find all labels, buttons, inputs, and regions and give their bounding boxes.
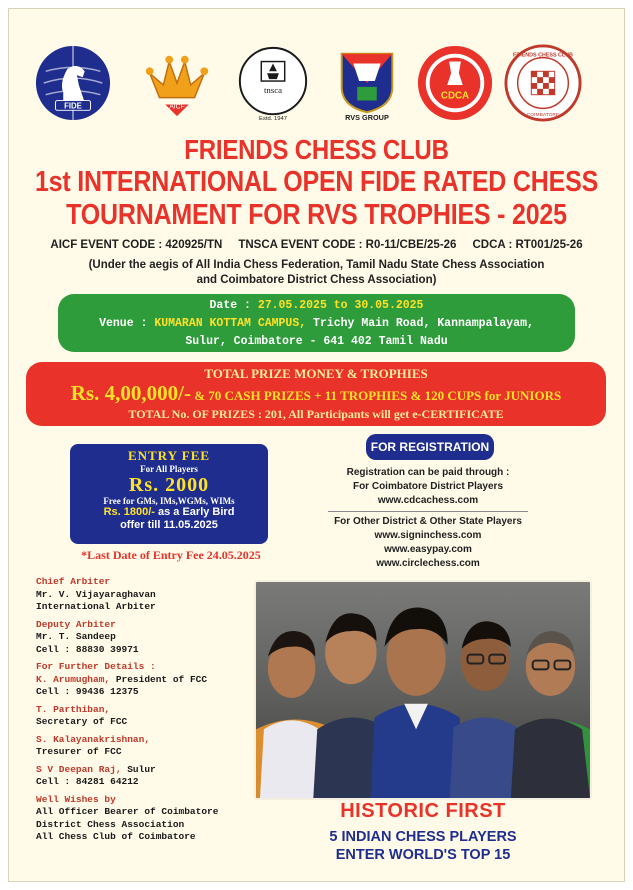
- secretary-title: Secretary of FCC: [36, 716, 128, 727]
- date-line: [58, 297, 575, 315]
- well-wishes-label: Well Wishes by: [36, 793, 116, 805]
- cdca-logo: [416, 44, 494, 122]
- entry-fee-free: Free for GMs, IMs,WGMs, WIMs: [103, 496, 235, 506]
- sulur-contact-place: Sulur: [121, 763, 156, 775]
- sulur-contact-cell: Cell : 84281 64212: [36, 776, 139, 787]
- venue-city: Sulur, Coimbatore - 641 402 Tamil Nadu: [185, 335, 448, 348]
- entry-fee-title: ENTRY FEE: [127, 448, 211, 463]
- further-details-label: For Further Details :: [36, 661, 156, 672]
- prize-total: TOTAL No. OF PRIZES : 201, All Participants will get e-CERTIFICATE: [128, 407, 504, 421]
- cdca-logo-text: CDCA: [440, 90, 470, 102]
- early-bird-till: offer till 11.05.2025: [120, 519, 218, 531]
- players-line1: 5 INDIAN CHESS PLAYERS: [329, 829, 517, 845]
- tnsca-logo-text: tnsca: [263, 84, 283, 95]
- aegis-line1: (Under the aegis of All India Chess Federation, Tamil Nadu State Chess Association: [88, 259, 545, 271]
- secretary-name: T. Parthiban,: [36, 703, 111, 715]
- prize-heading: TOTAL PRIZE MONEY & TROPHIES: [204, 366, 428, 381]
- historic-first-heading: HISTORIC FIRST: [340, 800, 506, 822]
- chief-arbiter-role: Chief Arbiter: [36, 576, 111, 587]
- contact-president: [36, 674, 246, 687]
- rvs-group-logo: [328, 44, 406, 122]
- registration-button[interactable]: FOR REGISTRATION: [366, 434, 494, 460]
- players-line2: ENTER WORLD'S TOP 15: [335, 847, 511, 863]
- chief-arbiter-title: International Arbiter: [36, 601, 156, 612]
- reg-line1: Registration can be paid through :: [346, 467, 510, 478]
- aicf-logo-text: AICF: [169, 103, 185, 111]
- logos-row: [30, 44, 590, 130]
- tnsca-logo-sub: Estd. 1947: [259, 116, 287, 122]
- president-title: President of FCC: [110, 673, 208, 685]
- reg-site-circle[interactable]: www.circlechess.com: [376, 558, 480, 569]
- club-title: FRIENDS CHESS CLUB: [184, 134, 449, 166]
- contact-sulur: [36, 764, 246, 777]
- treasurer-name: S. Kalayanakrishnan,: [36, 733, 151, 745]
- players-photo: [254, 580, 592, 800]
- aicf-event-code: AICF EVENT CODE : 420925/TN: [50, 239, 223, 251]
- tournament-title-line1: 1st INTERNATIONAL OPEN FIDE RATED CHESS: [34, 165, 599, 199]
- early-bird-text: as a Early Bird: [154, 506, 235, 518]
- prize-banner: [26, 362, 606, 426]
- early-bird-line: [70, 506, 268, 519]
- entry-fee-sub: For All Players: [140, 464, 198, 474]
- chief-arbiter-name: Mr. V. Vijayaraghavan: [36, 588, 156, 600]
- cdca-event-code: CDCA : RT001/25-26: [472, 239, 583, 251]
- tournament-title-line2: TOURNAMENT FOR RVS TROPHIES - 2025: [66, 198, 567, 232]
- rvs-logo-text: RVS GROUP: [345, 113, 389, 122]
- early-bird-amount: Rs. 1800/-: [103, 506, 155, 518]
- reg-line2: For Coimbatore District Players: [352, 481, 504, 492]
- aegis-note: [40, 258, 593, 288]
- event-codes: [0, 239, 633, 251]
- entry-fee-amount: Rs. 2000: [128, 474, 210, 496]
- sulur-contact-name: S V Deepan Raj,: [36, 763, 122, 775]
- reg-site-easypay[interactable]: www.easypay.com: [384, 544, 472, 555]
- president-cell: Cell : 99436 12375: [36, 686, 139, 697]
- entry-fee-box: [70, 444, 268, 544]
- tnsca-logo: [234, 44, 312, 122]
- date-label: Date :: [209, 299, 258, 312]
- aegis-line2: and Coimbatore District Chess Association): [196, 274, 437, 286]
- deputy-arbiter-name: Mr. T. Sandeep: [36, 631, 116, 642]
- prize-amount: Rs. 4,00,000/-: [70, 381, 191, 405]
- friends-chess-club-logo: [504, 44, 582, 122]
- reg-site-cdca[interactable]: www.cdcachess.com: [377, 495, 479, 506]
- fide-logo: [34, 44, 112, 122]
- fcc-logo-sub: COIMBATORE: [526, 113, 560, 119]
- reg-site-signin[interactable]: www.signinchess.com: [374, 530, 482, 541]
- date-value: 27.05.2025 to 30.05.2025: [257, 299, 424, 312]
- venue-address: Trichy Main Road, Kannampalayam,: [306, 317, 534, 330]
- registration-info: [322, 466, 534, 571]
- well-wishes-line1: All Officer Bearer of Coimbatore: [36, 806, 219, 817]
- prize-details: & 70 CASH PRIZES + 11 TROPHIES & 120 CUPS for JUNIORS: [190, 388, 562, 403]
- well-wishes-line2: District Chess Association: [36, 818, 185, 830]
- contacts-list: [36, 576, 246, 844]
- deputy-arbiter-role: Deputy Arbiter: [36, 618, 116, 630]
- last-date-note: *Last Date of Entry Fee 24.05.2025: [81, 548, 261, 562]
- treasurer-title: Tresurer of FCC: [36, 746, 122, 757]
- reg-divider: [328, 511, 528, 512]
- deputy-arbiter-cell: Cell : 88830 39971: [36, 643, 139, 655]
- prize-amount-line: [26, 382, 606, 407]
- venue-label: Venue :: [99, 317, 155, 330]
- venue-banner: [58, 294, 575, 352]
- president-name: K. Arumugham,: [36, 673, 111, 685]
- well-wishes-line3: All Chess Club of Coimbatore: [36, 831, 196, 842]
- fcc-logo-text: FRIENDS CHESS CLUB: [513, 52, 573, 59]
- venue-name: KUMARAN KOTTAM CAMPUS,: [154, 317, 307, 330]
- reg-line3: For Other District & Other State Players: [334, 516, 522, 527]
- tnsca-event-code: TNSCA EVENT CODE : R0-11/CBE/25-26: [238, 239, 457, 251]
- fide-logo-text: FIDE: [64, 101, 82, 111]
- aicf-logo: [138, 44, 216, 122]
- venue-line: [58, 315, 575, 333]
